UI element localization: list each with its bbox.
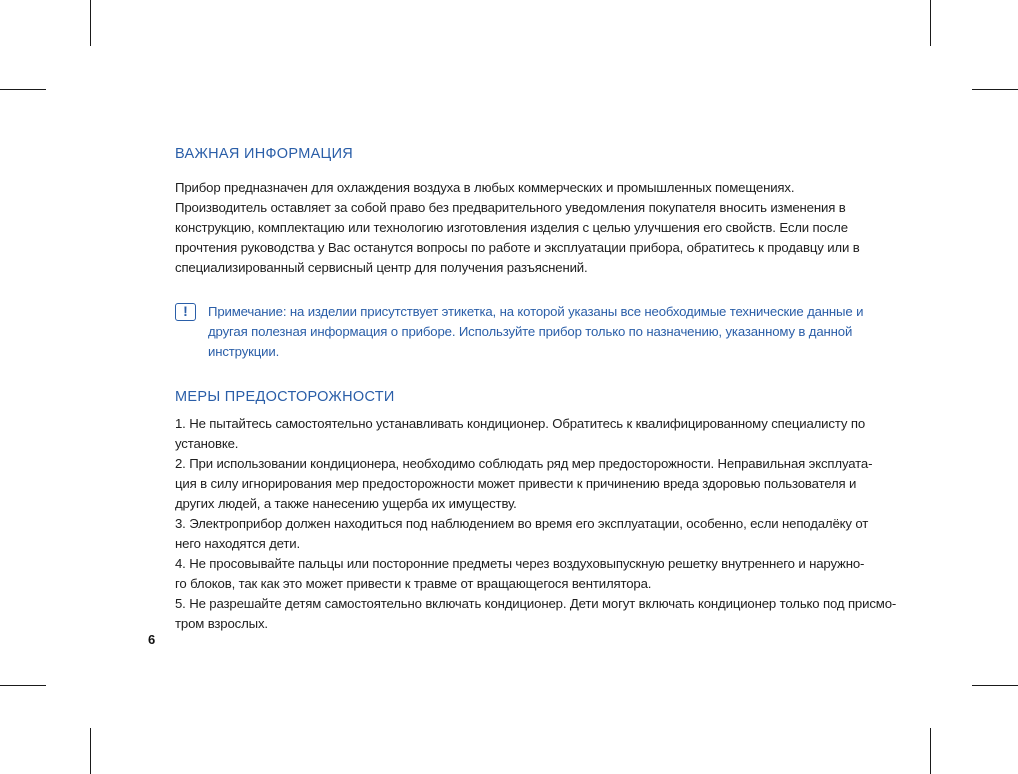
crop-mark-bottom-left	[90, 728, 91, 774]
crop-mark-left-bottom	[0, 685, 46, 686]
precaution-line: 4. Не просовывайте пальцы или посторонние предметы через воздуховыпускную решетку внутреннего и наружно-	[175, 556, 865, 571]
important-line: прочтения руководства у Вас останутся вопросы по работе и эксплуатации прибора, обратитесь к продавцу или в	[175, 240, 860, 255]
precaution-line: ция в силу игнорирования мер предосторожности может привести к причинению вреда здоровью пользователя и	[175, 476, 857, 491]
important-line: Производитель оставляет за собой право без предварительного уведомления покупателя вносить изменения в	[175, 200, 846, 215]
precaution-line: го блоков, так как это может привести к травме от вращающегося вентилятора.	[175, 576, 652, 591]
precaution-line: него находятся дети.	[175, 536, 301, 551]
crop-mark-right-top	[972, 89, 1018, 90]
precautions-heading: МЕРЫ ПРЕДОСТОРОЖНОСТИ	[175, 389, 395, 405]
precaution-line: 5. Не разрешайте детям самостоятельно включать кондиционер. Дети могут включать кондиционер только под присмо-	[175, 596, 897, 611]
important-line: конструкцию, комплектацию или технологию изготовления изделия с целью улучшения его свойств. Если после	[175, 220, 848, 235]
important-heading: ВАЖНАЯ ИНФОРМАЦИЯ	[175, 146, 354, 162]
precaution-line: других людей, а также нанесению ущерба их имуществу.	[175, 496, 517, 511]
page-number: 6	[148, 632, 156, 647]
note-line: Примечание: на изделии присутствует этикетка, на которой указаны все необходимые технические данные и	[208, 304, 864, 319]
crop-mark-top-right	[930, 0, 931, 46]
crop-mark-right-bottom	[972, 685, 1018, 686]
crop-mark-bottom-right	[930, 728, 931, 774]
important-line: специализированный сервисный центр для получения разъяснений.	[175, 260, 588, 275]
crop-mark-left-top	[0, 89, 46, 90]
precaution-line: 1. Не пытайтесь самостоятельно устанавливать кондиционер. Обратитесь к квалифицированному специалисту по	[175, 416, 866, 431]
note-line: другая полезная информация о приборе. Используйте прибор только по назначению, указанному в данной	[208, 324, 853, 339]
precaution-line: 3. Электроприбор должен находиться под наблюдением во время его эксплуатации, особенно, если неподалёку от	[175, 516, 869, 531]
crop-mark-top-left	[90, 0, 91, 46]
precaution-line: тром взрослых.	[175, 616, 268, 631]
important-line: Прибор предназначен для охлаждения воздуха в любых коммерческих и промышленных помещениях.	[175, 180, 795, 195]
note-line: инструкции.	[208, 344, 280, 359]
exclamation-icon: !	[175, 303, 196, 321]
precaution-line: установке.	[175, 436, 239, 451]
precaution-line: 2. При использовании кондиционера, необходимо соблюдать ряд мер предосторожности. Неправильная эксплуата-	[175, 456, 873, 471]
